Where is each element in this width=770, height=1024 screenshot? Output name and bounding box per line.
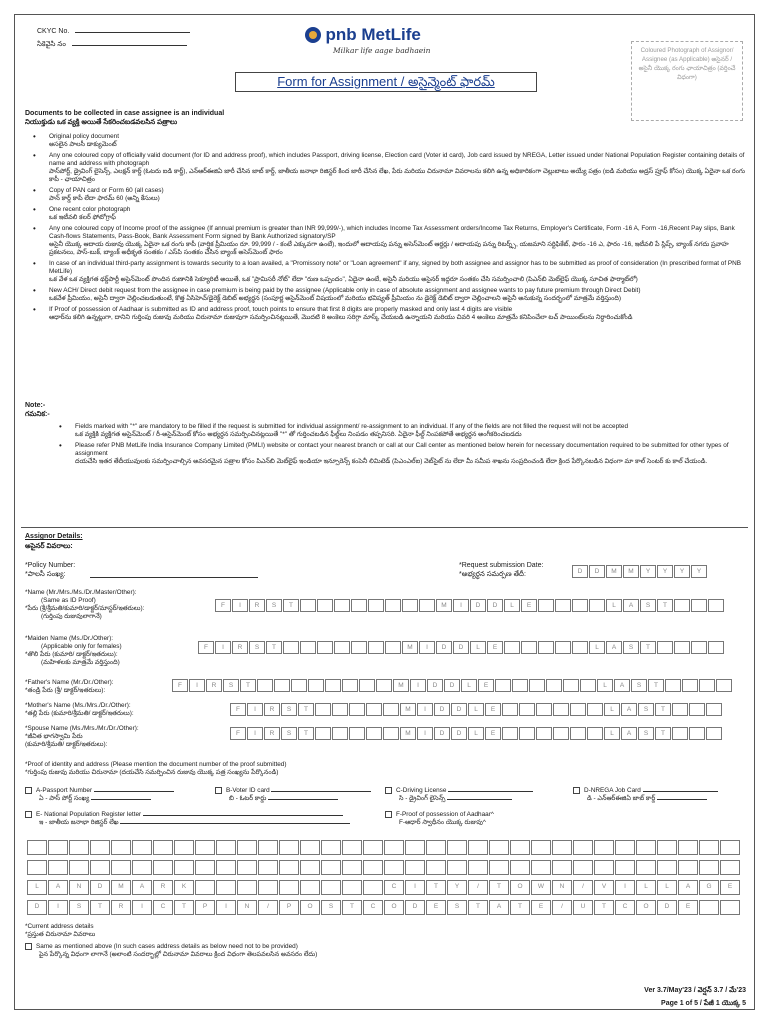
version-text: Ver 3.7/May'23 / వెర్షన్ 3.7 / మే'23 xyxy=(644,987,746,994)
ckyc-te-line xyxy=(72,45,187,46)
note-item: • Please refer PNB MetLife India Insurance Company Limited (PMLI) website or contact your nearest branch or call at our Call center as mentioned below herein for necessary documentation required to be submitted for other types of assignment దయచేసి ఇతర తేదీయువులకు సమర్పించాల్సిన అవసరమైన పత్రాల కోసం పిఎన్‌బి మెట్‌లైఫ్ ఇండియా ఇన్సూరెన్స్ కంపెనీ లిమిటెడ్ (పిఎంఎల్ఐ) వెబ్‌సైట్ ను లేదా మీ సమీప శాఖను సంప్రదించండి లేదా క్రింద పేర్కొనబడిన విధంగా మా కాల్ సెంటర్ కు కాల్ చేయండి. xyxy=(51,442,747,466)
note-item: • Fields marked with "*" are mandatory to be filled if the request is submitted for individual assignment/ re-assignment to an individual. If any of the fields are not filled the request will not be accepted ఒక వ్యక్తికి వ్యక్తిగత అసైన్‌మెంట్ / రీ-అసైన్‌మెంట్ కోసం అభ్యర్థన సమర్పించినట్లయితే "*" తో గుర్తించబడిన ఫీల్డ్‌లు నింపడం తప్పనిసరి. ఏదైనా ఫీల్డ్ నింపకపోతే అభ్యర్థన అంగీకరించబడదు xyxy=(51,423,747,439)
same-as-option[interactable]: Same as mentioned above (In such cases address details as below need not to be provided) పైన పేర్కొన్న విధంగా లాగానే (అలాంటి సందర్భాల్లో చిరునామా వివరాలు క్రింద విధంగా తెలపవలసిన అవసరం లేదు) xyxy=(25,943,317,959)
district-pin-state-row[interactable]: D I S T R I C T P I N / P O S T C O D E S T A T E / U T C O D E xyxy=(27,900,741,918)
brand-logo xyxy=(305,25,485,55)
request-date-input[interactable]: D D M M Y Y Y Y xyxy=(572,565,708,583)
maiden-name-label: *Maiden Name (Ms./Dr./Other): (Applicable only for females) *తొలి పేరు (కుమారి/ డాక్టర్/ఇతరులు): (మహిళలకు మాత్రమే వర్తిస్తుంది) xyxy=(25,635,122,666)
doc-item: • In case of an individual third-party assignment is towards security to a loan availed, a "Promissory note" or "Loan agreement" if any, signed by both assignee and assignor has to be submitted as proof of consideration (In prescribed format of PNB MetLife) ఒక వేళ ఒక వ్యక్తిగత థర్డ్‌పార్టీ అసైన్‌మెంట్ పొందిన రుణానికి సెక్యూరిటీ అయితే, ఒక "ప్రామిసరీ నోట్" లేదా "రుణ ఒప్పందం", ఏదైనా ఉంటే, అసైనీ మరియు అసైనర్ ఇద్దరూ సంతకం చేసి సమర్పించాలి (పిఎన్‌బి మెట్‌లైఫ్ యొక్క సూచిత ఫార్మాట్‌లో) xyxy=(25,260,747,284)
voter-id-checkbox[interactable] xyxy=(215,787,222,794)
address-line-2[interactable] xyxy=(27,860,741,878)
driving-license-checkbox[interactable] xyxy=(385,787,392,794)
doc-item: • Copy of PAN card or Form 60 (all cases) పాన్ కార్డ్ కాపీ లేదా ఫారమ్ 60 (అన్ని కేసులు) xyxy=(25,187,747,203)
page-number: Page 1 of 5 / పేజీ 1 యొక్క 5 xyxy=(661,1000,746,1007)
doc-item: • If Proof of possession of Aadhaar is submitted as ID and address proof, touch points to ensure that first 8 digits are properly masked and only last 4 digits are visible ఆధార్‌ను కలిగి ఉన్నట్లుగా, దానిని గుర్తింపు రుజువు మరియు చిరునామా రుజువుగా సమర్పించినట్లయితే, మొదటి 8 అంకెలు సరిగ్గా మాస్క్ చేయబడి ఉన్నాయని మరియు చివరి 4 అంకెలు మాత్రమే కనిపించేలా టచ్ పాయింట్‌లను నిర్ధారించుకోండి xyxy=(25,306,747,322)
father-name-label: *Father's Name (Mr./Dr./Other): *తండ్రి పేరు (శ్రీ/ డాక్టర్/ఇతరులు): xyxy=(25,679,114,694)
policy-number-label: *Policy Number: *పాలసీ సంఖ్య: xyxy=(25,562,76,578)
photo-box-text: Coloured Photograph of Assignor/ Assignee (as Applicable) అసైనర్ / అసైనీ యొక్క రంగు ఛాయాచిత్రం (వర్తించే విధంగా) xyxy=(638,47,736,81)
notes-list xyxy=(51,423,747,469)
ckyc-input[interactable] xyxy=(75,32,190,33)
doc-item: • Any one coloured copy of Income proof of the assignee (If annual premium is greater than INR 99,999/-), which includes Income Tax Assessment orders/Income Tax Returns, Employer's Certificate, Form -16 A, Form -16,Recent Pay slips, Bank Cash-flows Statements, Pass-Book, Bank Assessment Form signed by Bank Authorized signatory/SP అసైనీ యొక్క ఆదాయ రుజువు యొక్క ఏదైనా ఒక రంగు కాపీ (వార్షిక ప్రీమియం రూ. 99,999 / - కంటే ఎక్కువగా ఉంటే), ఇందులో ఆదాయపు పన్ను అసెస్‌మెంట్ ఆర్డర్లు / ఆదాయపు పన్ను రిటర్న్స్, యజమాని సర్టిఫికేట్, ఫారం -16 ఎ, ఫారం -16, ఇటీవలి పే స్లిప్స్, బ్యాంక్ నగదు ప్రవాహ ప్రకటనలు, పాస్-బుక్, బ్యాంక్ అధీకృత సంతకం / ఎస్‌పి సంతకం చేసిన బ్యాంక్ అసెస్‌మెంట్ ఫారం xyxy=(25,225,747,257)
ckyc-label: CKYC No. xyxy=(37,28,70,35)
spouse-name-label: *Spouse Name (Ms./Mrs./Mr./Dr./Other): *జీవిత భాగస్వామి పేరు (కుమారి/శ్రీమతి/ డాక్టర్/ఇతరులు): xyxy=(25,725,139,748)
doc-item: • Original policy document అసలైన పాలసీ డాక్యుమెంట్ xyxy=(25,133,747,149)
address-line-1[interactable] xyxy=(27,840,741,858)
note-label-te: గమనిక:- xyxy=(25,411,50,418)
doc-item: • New ACH/ Direct debit request from the assignee in case premium is being paid by the assignee (Applicable only in case of absolute assignment and assignee wants to pay future premium through Direct Debit) ఒకవేళ ప్రీమియం, అసైనీ ద్వారా చెల్లించబడుతుంటే, కొత్త ఏసిహెచ్/డైరెక్ట్ డెబిట్ అభ్యర్థన (సంపూర్ణ అసైన్‌మెంట్ విషయంలో మరియు భవిష్యత్ ప్రీమియం ను డైరెక్ట్ డెబిట్ ద్వారా చెల్లించాలని అసైనీ అనుకున్న సందర్భంలో మాత్రమే వర్తిస్తుంది) xyxy=(25,287,747,303)
father-name-input[interactable]: F I R S T M I D D L E L A S T xyxy=(172,679,733,697)
ckyc-te-label: సికెవైసి నం xyxy=(37,41,66,48)
option-npr-letter[interactable]: E- National Population Register letter ఇ - జాతీయ జనాభా రిజిస్టర్ లేఖ xyxy=(25,811,350,827)
doc-item: • Any one coloured copy of officially valid document (for ID and address proof), which includes Passport, driving license, Election card (Voter id card), Job card issued by NREGA, Letter issued under National Population Register containing details of name and address with photograph పాస్‌పోర్ట్, డ్రైవింగ్ లైసెన్స్, ఎలక్షన్ కార్డ్ (ఓటరు ఐడి కార్డ్), ఎన్ఆర్ఈజిఏ జారీ చేసిన జాబ్ కార్డ్, జాతీయ జనాభా రిజిస్టర్ కింద జారీ చేసిన లేఖ, పేరు మరియు చిరునామా వివరాలను కలిగి ఉన్న అధికారికంగా చెల్లుబాటు అయ్యే పత్రం (ఐడి మరియు అడ్రస్ ప్రూఫ్ కోసం) యొక్క ఏదైనా ఒక రంగు కాపీ - ఛాయాచిత్రం xyxy=(25,152,747,184)
option-aadhaar[interactable]: F-Proof of possession of Aadhaar^ F-ఆధార్ స్వాధీనం యొక్క రుజువు^ xyxy=(385,811,494,827)
ckyc-row xyxy=(37,27,190,36)
form-title: Form for Assignment / అసైన్మెంట్ ఫారమ్ xyxy=(235,72,537,92)
passport-checkbox[interactable] xyxy=(25,787,32,794)
ckyc-te-row xyxy=(37,40,187,49)
npr-checkbox[interactable] xyxy=(25,811,32,818)
option-nrega[interactable]: D-NREGA Job Card డి - ఎన్ఆర్ఈజిఏ జాబ్ కార్డ్ xyxy=(573,787,718,803)
brand-tagline: Milkar life aage badhaein xyxy=(333,46,431,55)
documents-heading: Documents to be collected in case assignee is an individual xyxy=(25,110,225,117)
maiden-name-input[interactable]: F I R S T M I D D L E L A S T xyxy=(198,641,725,659)
same-as-checkbox[interactable] xyxy=(25,943,32,950)
note-label: Note:- xyxy=(25,402,46,409)
logo-icon xyxy=(305,27,321,43)
option-passport[interactable]: A-Passport Number ఏ - పాస్ పోర్ట్ సంఖ్య xyxy=(25,787,174,803)
current-address-label: *Current address details *ప్రస్తుత చిరునామా వివరాలు xyxy=(25,923,96,938)
assignor-heading-te: అసైనర్ వివరాలు: xyxy=(25,543,73,550)
name-input[interactable]: F I R S T M I D D L E L A S T xyxy=(215,599,725,617)
doc-item: • One recent color photograph ఒక ఇటీవలి కలర్ ఫోటోగ్రాఫ్ xyxy=(25,206,747,222)
nrega-checkbox[interactable] xyxy=(573,787,580,794)
documents-list xyxy=(25,133,747,325)
request-date-label: *Request submission Date: *అభ్యర్థన సమర్పణ తేదీ: xyxy=(459,562,544,578)
landmark-city-row[interactable]: L A N D M A R K C I T Y / T O W N / V I L L A G E xyxy=(27,880,741,898)
section-divider xyxy=(21,527,748,528)
mother-name-input[interactable]: F I R S T M I D D L E L A S T xyxy=(230,703,723,721)
option-voter-id[interactable]: B-Voter ID card బి - ఓటర్ కార్డు xyxy=(215,787,371,803)
name-label: *Name (Mr./Mrs./Ms./Dr./Master/Other): (Same as ID Proof) *పేరు (శ్రీ/శ్రీమతి/కుమారి/డాక్టర్/మాస్టర్/ఇతరులు): (గుర్తింపు రుజువులాగానే) xyxy=(25,589,145,620)
form-page xyxy=(14,14,755,1010)
assignor-heading: Assignor Details: xyxy=(25,533,83,540)
spouse-name-input[interactable]: F I R S T M I D D L E L A S T xyxy=(230,727,723,745)
documents-heading-te: నియుక్తుడు ఒక వ్యక్తి అయితే సేకరించబడవలసిన పత్రాలు xyxy=(25,119,178,126)
aadhaar-checkbox[interactable] xyxy=(385,811,392,818)
mother-name-label: *Mother's Name (Ms./Mrs./Dr./Other): *తల్లి పేరు (కుమారి/శ్రీమతి/ డాక్టర్/ఇతరులు): xyxy=(25,702,134,717)
option-driving-license[interactable]: C-Driving License సి - డ్రైవింగ్ లైసెన్స్ xyxy=(385,787,533,803)
policy-number-input[interactable] xyxy=(90,577,258,578)
proof-label: *Proof of identity and address (Please mention the document number of the proof submitted) *గుర్తింపు రుజువు మరియు చిరునామా (దయచేసి సమర్పించిన రుజువు యొక్క పత్ర సంఖ్యను పేర్కొనండి) xyxy=(25,761,287,776)
brand-name: pnb MetLife xyxy=(325,25,421,44)
